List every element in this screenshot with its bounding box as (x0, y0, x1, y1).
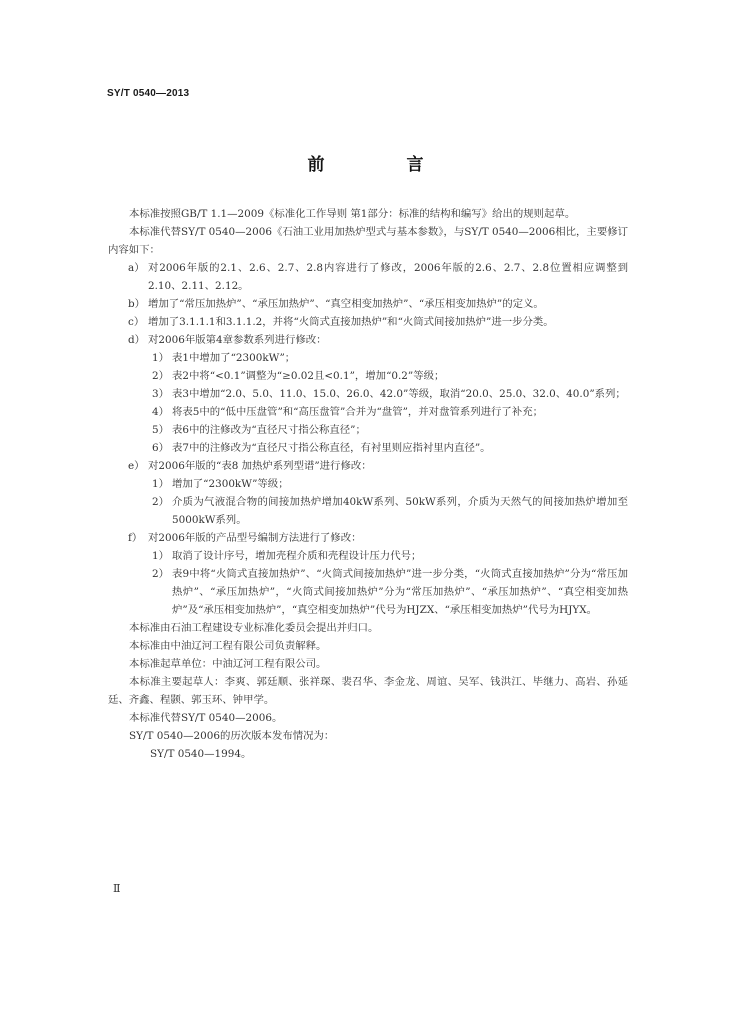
list-item-text: 表6中的注修改为“直径尺寸指公称直径”； (172, 424, 366, 436)
list-marker: a） (128, 262, 145, 274)
list-item-text: 介质为气液混合物的间接加热炉增加40kW系列、50kW系列，介质为天然气的间接加热炉增加至5000kW系列。 (172, 496, 628, 526)
sub-list-item (108, 493, 628, 529)
document-code: SY/T 0540—2013 (107, 88, 190, 99)
list-marker: 2） (152, 496, 170, 508)
list-marker: c） (128, 316, 145, 328)
list-marker: b） (128, 298, 146, 310)
sub-list-item (108, 421, 628, 439)
list-item (108, 457, 628, 475)
list-item-text: 表3中增加“2.0、5.0、11.0、15.0、26.0、42.0”等级，取消“20.0、25.0、32.0、40.0”系列； (172, 388, 626, 400)
list-item-text: 表7中的注修改为“直径尺寸指公称直径，有衬里则应指衬里内直径”。 (172, 442, 491, 454)
list-marker: 6） (152, 442, 170, 454)
paragraph-proposer: 本标准由石油工程建设专业标准化委员会提出并归口。 (129, 622, 379, 634)
list-item-text: 将表5中的“低中压盘管”和“高压盘管”合并为“盘管”，并对盘管系列进行了补充； (172, 406, 543, 418)
paragraph-drafting-rules: 本标准按照GB/T 1.1—2009《标准化工作导则 第1部分：标准的结构和编写》给出的规则起草。 (129, 208, 576, 220)
page-title: 前 言 (307, 155, 462, 175)
list-item-text: 对2006年版的产品型号编制方法进行了修改： (148, 532, 362, 544)
sub-list-item (108, 547, 628, 565)
list-item (108, 529, 628, 547)
paragraph-history-item: SY/T 0540—1994。 (150, 748, 252, 760)
sub-list-item (108, 385, 628, 403)
paragraph-drafting-unit: 本标准起草单位：中油辽河工程有限公司。 (129, 658, 327, 670)
list-item (108, 331, 628, 349)
paragraph-supersedes: 本标准代替SY/T 0540—2006。 (129, 712, 283, 724)
list-item (108, 295, 628, 313)
sub-list-item (108, 349, 628, 367)
list-marker: 1） (152, 550, 170, 562)
sub-list-item (108, 403, 628, 421)
list-marker: 5） (152, 424, 170, 436)
list-item-text: 对2006年版的2.1、2.6、2.7、2.8内容进行了修改，2006年版的2.6、2.7、2.8位置相应调整到2.10、2.11、2.12。 (148, 262, 628, 292)
page-number: Ⅱ (113, 882, 121, 895)
sub-list-item (108, 565, 628, 619)
list-item-text: 对2006年版的“表8 加热炉系列型谱”进行修改： (148, 460, 372, 472)
list-marker: 1） (152, 352, 170, 364)
list-item-text: 取消了设计序号，增加壳程介质和壳程设计压力代号； (172, 550, 422, 562)
sub-list-item (108, 367, 628, 385)
list-marker: 1） (152, 478, 170, 490)
list-item-text: 增加了“常压加热炉”、“承压加热炉”、“真空相变加热炉”、“承压相变加热炉”的定义。 (148, 298, 544, 310)
list-item-text: 表2中将“<0.1”调整为“≥0.02且<0.1”，增加“0.2”等级； (172, 370, 445, 382)
list-marker: d） (128, 334, 146, 346)
list-item (108, 259, 628, 295)
list-marker: 2） (152, 568, 170, 580)
list-marker: 2） (152, 370, 170, 382)
list-item-text: 增加了3.1.1.1和3.1.1.2，并将“火筒式直接加热炉”和“火筒式间接加热炉”进一步分类。 (148, 316, 554, 328)
list-item-text: 表1中增加了“2300kW”； (172, 352, 296, 364)
paragraph-history-intro: SY/T 0540—2006的历次版本发布情况为： (129, 730, 335, 742)
list-marker: e） (128, 460, 145, 472)
document-body (108, 205, 628, 763)
list-item-text: 增加了“2300kW”等级； (172, 478, 289, 490)
paragraph-interpretation: 本标准由中油辽河工程有限公司负责解释。 (129, 640, 327, 652)
list-item-text: 对2006年版第4章参数系列进行修改： (148, 334, 327, 346)
list-item-text: 表9中将“火筒式直接加热炉”、“火筒式间接加热炉”进一步分类，“火筒式直接加热炉”分为“常压加热炉”、“承压加热炉”，“火筒式间接加热炉”分为“常压加热炉”、“承压加热炉”、“真空相变加热炉”及“承压相变加热炉”，“真空相变加热炉”代号为HJZX、“承压相变加热炉”代号为HJYX。 (172, 568, 628, 616)
sub-list-item (108, 475, 628, 493)
list-item (108, 313, 628, 331)
paragraph-replacement: 本标准代替SY/T 0540—2006《石油工业用加热炉型式与基本参数》，与SY/T 0540—2006相比，主要修订内容如下： (108, 226, 628, 256)
paragraph-drafters: 本标准主要起草人：李爽、郭廷顺、张祥琛、裴召华、李金龙、周谊、吴军、钱洪江、毕继力、高岩、孙延廷、齐鑫、程颢、郭玉环、钟甲学。 (108, 676, 628, 706)
list-marker: 4） (152, 406, 170, 418)
list-marker: f） (128, 532, 143, 544)
list-marker: 3） (152, 388, 170, 400)
sub-list-item (108, 439, 628, 457)
